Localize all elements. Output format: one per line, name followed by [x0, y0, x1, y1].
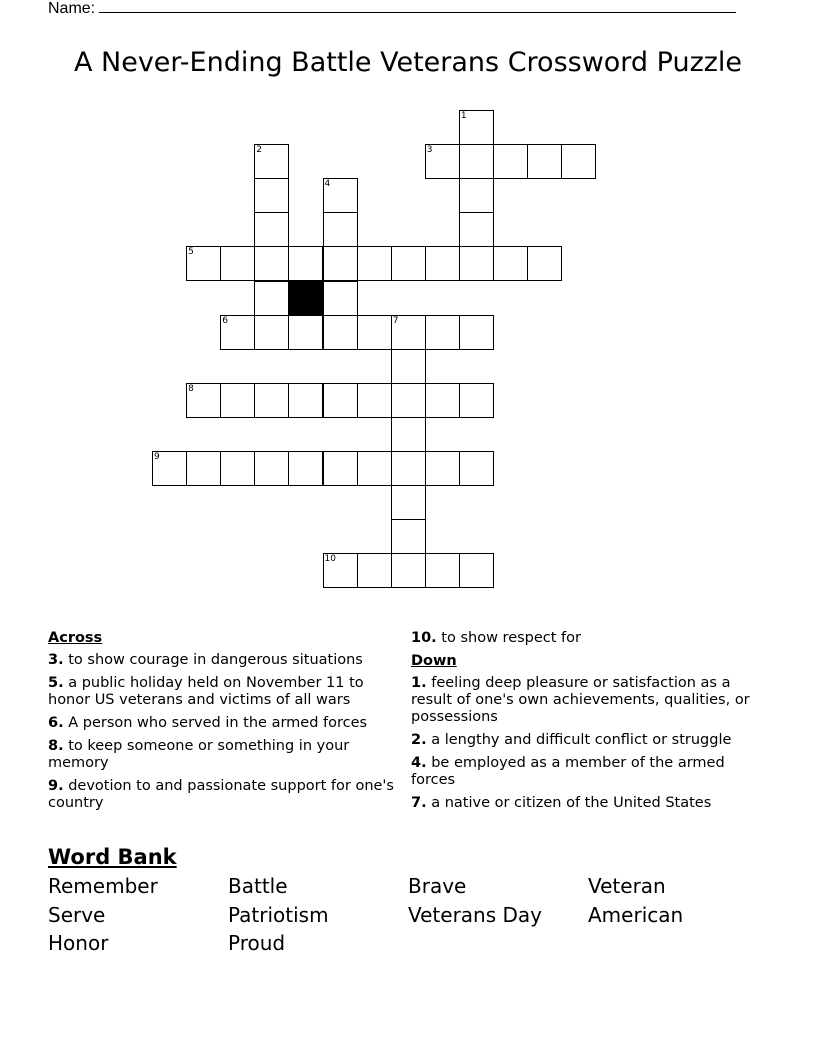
crossword-cell[interactable] — [459, 178, 494, 213]
crossword-cell[interactable] — [459, 246, 494, 281]
cell-number: 9 — [154, 452, 160, 462]
word-bank-item: Brave — [408, 874, 467, 898]
crossword-cell[interactable] — [288, 246, 323, 281]
crossword-cell[interactable] — [254, 178, 289, 213]
clue-down-1 — [411, 675, 761, 726]
clue-text: to keep someone or something in your memory — [48, 738, 350, 771]
crossword-cell[interactable] — [357, 553, 392, 588]
crossword-cell[interactable] — [220, 246, 255, 281]
crossword-cell[interactable] — [220, 315, 255, 350]
crossword-cell[interactable] — [220, 451, 255, 486]
crossword-cell[interactable] — [425, 315, 460, 350]
clue-text: a native or citizen of the United States — [431, 795, 712, 811]
crossword-cell[interactable] — [323, 315, 358, 350]
clue-number: 6. — [48, 715, 64, 731]
crossword-cell[interactable] — [357, 315, 392, 350]
word-bank-item: American — [588, 902, 684, 927]
crossword-cell[interactable] — [459, 110, 494, 145]
crossword-cell[interactable] — [391, 519, 426, 554]
cell-number: 10 — [324, 554, 336, 565]
word-bank-item: Serve — [48, 902, 106, 927]
crossword-cell[interactable] — [391, 451, 426, 486]
clue-number: 9. — [48, 778, 64, 794]
crossword-cell[interactable] — [323, 212, 358, 247]
crossword-cell[interactable] — [459, 212, 494, 247]
crossword-cell[interactable] — [323, 383, 358, 418]
crossword-cell[interactable] — [254, 246, 289, 281]
crossword-cell[interactable] — [391, 383, 426, 418]
clue-text: feeling deep pleasure or satisfaction as a result of one's own achievements, qualities, or possessions — [411, 675, 750, 725]
crossword-cell[interactable] — [391, 485, 426, 520]
cell-number: 4 — [324, 179, 331, 190]
clue-text: devotion to and passionate support for one's country — [48, 778, 394, 811]
word-bank-item: Proud — [228, 931, 286, 955]
clue-across-9 — [48, 778, 400, 812]
clue-text: to show courage in dangerous situations — [68, 652, 363, 668]
crossword-cell[interactable] — [323, 178, 358, 213]
crossword-cell[interactable] — [391, 315, 426, 350]
word-bank-item: Remember — [48, 874, 158, 898]
clue-text: a lengthy and difficult conflict or struggle — [431, 732, 732, 748]
crossword-cell[interactable] — [288, 383, 323, 418]
crossword-cell[interactable] — [561, 144, 596, 179]
clue-number: 3. — [48, 652, 64, 668]
crossword-cell[interactable] — [493, 246, 528, 281]
crossword-cell[interactable] — [254, 144, 289, 179]
clue-across-8 — [48, 738, 400, 772]
crossword-cell[interactable] — [527, 144, 562, 179]
crossword-cell[interactable] — [459, 144, 494, 179]
clue-number: 1. — [411, 675, 427, 691]
crossword-cell[interactable] — [254, 212, 289, 247]
cell-number: 3 — [426, 145, 433, 156]
word-bank-item: Battle — [228, 874, 288, 898]
crossword-cell[interactable] — [425, 144, 460, 179]
cell-number: 6 — [222, 315, 228, 326]
clue-text: A person who served in the armed forces — [68, 715, 368, 731]
word-bank-item: Honor — [48, 931, 109, 955]
word-bank — [48, 874, 768, 960]
clue-text: be employed as a member of the armed forces — [411, 755, 725, 788]
crossword-cell[interactable] — [391, 349, 426, 384]
crossword-block-cell — [288, 281, 323, 316]
clue-down-7 — [411, 795, 761, 812]
crossword-cell[interactable] — [425, 553, 460, 588]
clue-across-6 — [48, 715, 400, 732]
cell-number: 2 — [256, 145, 263, 156]
crossword-cell[interactable] — [186, 383, 221, 418]
crossword-cell[interactable] — [254, 451, 289, 486]
crossword-cell[interactable] — [254, 281, 289, 316]
crossword-cell[interactable] — [186, 451, 221, 486]
crossword-cell[interactable] — [323, 281, 358, 316]
clue-down-2 — [411, 732, 761, 749]
crossword-cell[interactable] — [323, 451, 358, 486]
clue-number: 10. — [411, 630, 437, 646]
crossword-cell[interactable] — [425, 246, 460, 281]
crossword-cell[interactable] — [459, 451, 494, 486]
crossword-cell[interactable] — [391, 417, 426, 452]
crossword-cell[interactable] — [459, 553, 494, 588]
crossword-cell[interactable] — [493, 144, 528, 179]
cell-number: 7 — [392, 315, 399, 326]
clue-number: 8. — [48, 738, 64, 754]
crossword-cell[interactable] — [357, 246, 392, 281]
clue-across-10 — [411, 630, 761, 647]
crossword-cell[interactable] — [323, 553, 358, 588]
page-title: A Never-Ending Battle Veterans Crossword Puzzle — [73, 47, 743, 78]
crossword-cell[interactable] — [254, 383, 289, 418]
clue-number: 4. — [411, 755, 427, 771]
crossword-cell[interactable] — [323, 246, 358, 281]
word-bank-title: Word Bank — [48, 845, 177, 869]
crossword-cell[interactable] — [357, 451, 392, 486]
crossword-cell[interactable] — [288, 315, 323, 350]
crossword-cell[interactable] — [425, 451, 460, 486]
clue-number: 5. — [48, 675, 64, 691]
crossword-cell[interactable] — [527, 246, 562, 281]
across-heading: Across — [48, 630, 103, 646]
cell-number: 8 — [188, 383, 194, 394]
clue-across-5 — [48, 675, 400, 709]
name-label: Name: — [48, 0, 96, 17]
crossword-cell[interactable] — [357, 383, 392, 418]
crossword-cell[interactable] — [425, 383, 460, 418]
crossword-cell[interactable] — [391, 553, 426, 588]
crossword-cell[interactable] — [220, 383, 255, 418]
crossword-cell[interactable] — [186, 246, 221, 281]
crossword-cell[interactable] — [254, 315, 289, 350]
clue-text: to show respect for — [441, 630, 581, 646]
crossword-cell[interactable] — [152, 451, 187, 486]
clue-text: a public holiday held on November 11 to honor US veterans and victims of all wars — [48, 675, 364, 708]
clues-column-right — [411, 630, 761, 818]
crossword-cell[interactable] — [459, 383, 494, 418]
word-bank-item: Patriotism — [228, 902, 329, 927]
crossword-cell[interactable] — [459, 315, 494, 350]
clues-column-left — [48, 630, 400, 818]
clue-down-4 — [411, 755, 761, 789]
clue-across-3 — [48, 652, 400, 669]
cell-number: 1 — [460, 111, 467, 121]
crossword-cell[interactable] — [288, 451, 323, 486]
down-heading: Down — [411, 653, 457, 669]
clue-number: 2. — [411, 732, 427, 748]
cell-number: 5 — [188, 247, 194, 258]
word-bank-item: Veteran — [588, 874, 666, 898]
clue-number: 7. — [411, 795, 427, 811]
crossword-cell[interactable] — [391, 246, 426, 281]
word-bank-item: Veterans Day — [408, 902, 543, 927]
